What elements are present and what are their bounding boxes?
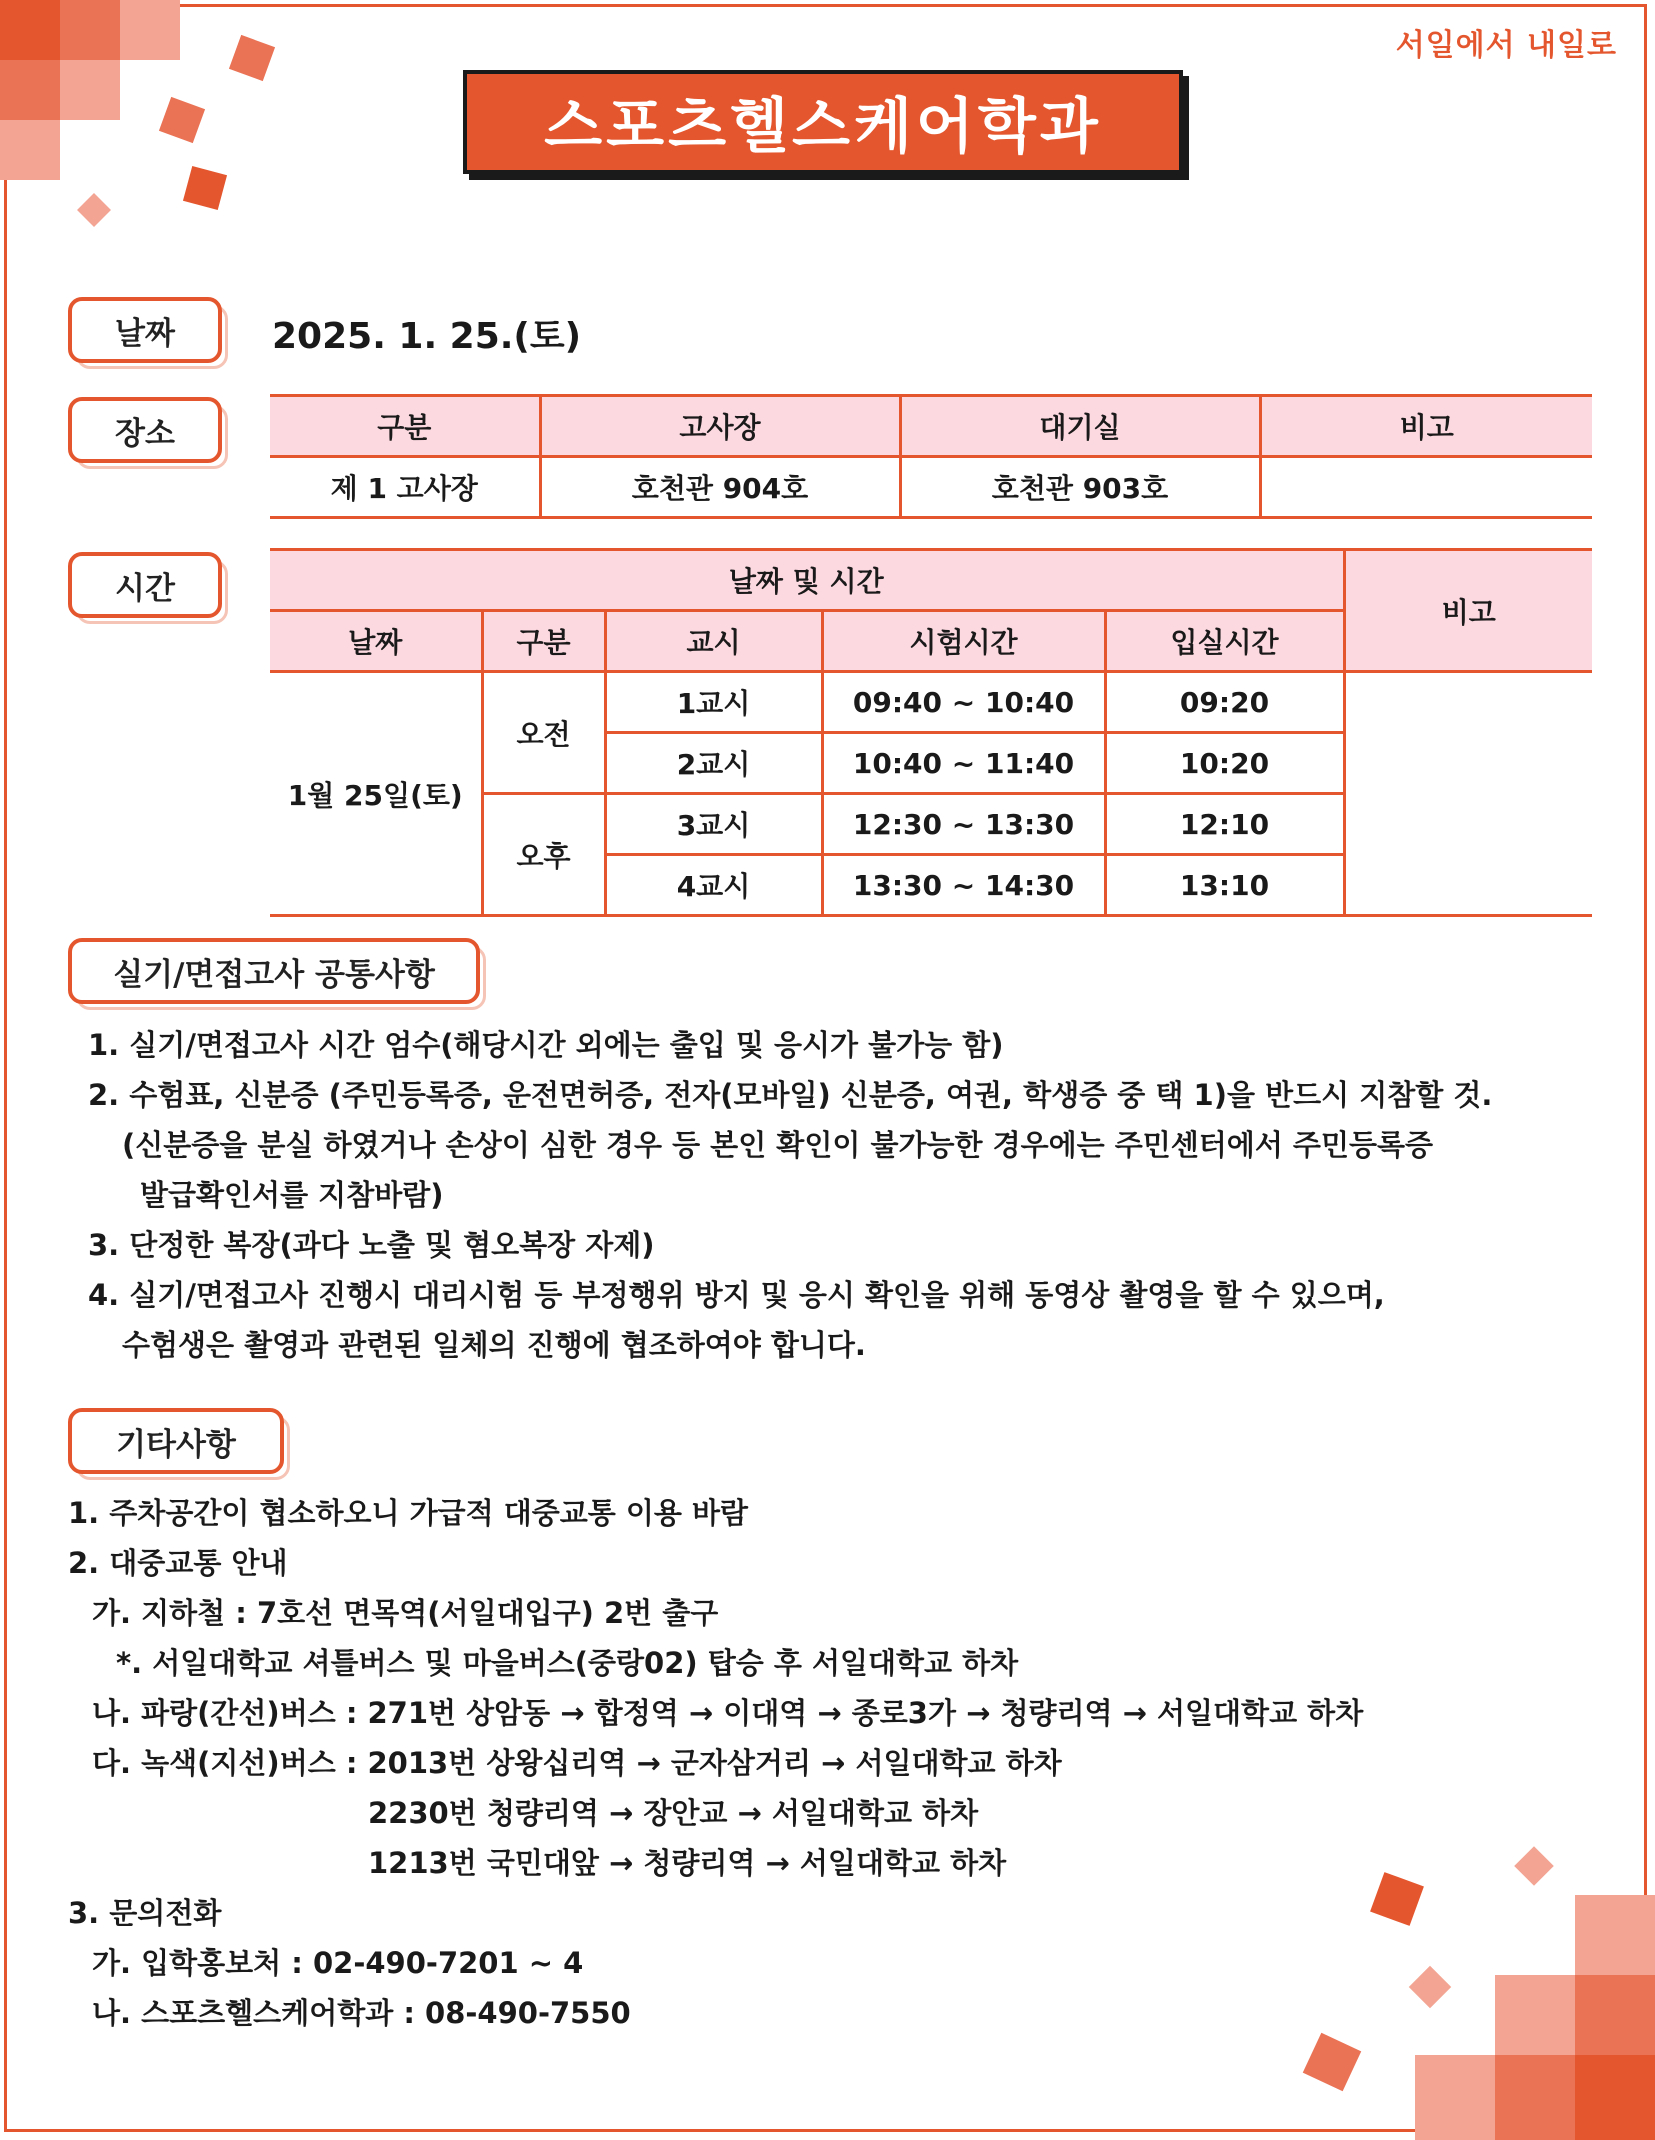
list-item: 나. 스포츠헬스케어학과 : 08-490-7550 bbox=[92, 1996, 631, 2030]
time-cell-exam-time: 13:30 ~ 14:30 bbox=[822, 855, 1105, 916]
time-cell-period: 1교시 bbox=[605, 672, 822, 733]
time-cell-entry-time: 12:10 bbox=[1105, 794, 1344, 855]
list-item: 나. 파랑(간선)버스 : 271번 상암동 → 합정역 → 이대역 → 종로3가 → 청량리역 → 서일대학교 하차 bbox=[92, 1696, 1364, 1730]
time-header-exam-time: 시험시간 bbox=[822, 611, 1105, 672]
time-cell-exam-time: 09:40 ~ 10:40 bbox=[822, 672, 1105, 733]
place-cell-exam-room: 호천관 904호 bbox=[540, 457, 900, 518]
time-cell-exam-time: 10:40 ~ 11:40 bbox=[822, 733, 1105, 794]
time-cell-entry-time: 10:20 bbox=[1105, 733, 1344, 794]
place-table bbox=[270, 394, 1592, 519]
list-item: 2230번 청량리역 → 장안교 → 서일대학교 하차 bbox=[368, 1796, 979, 1830]
list-item: (신분증을 분실 하였거나 손상이 심한 경우 등 본인 확인이 불가능한 경우에는 주민센터에서 주민등록증 bbox=[122, 1128, 1433, 1162]
list-item: 발급확인서를 지참바람) bbox=[140, 1178, 444, 1212]
label-date: 날짜 bbox=[68, 297, 222, 363]
page-title: 스포츠헬스케어학과 bbox=[544, 92, 1102, 162]
list-item: 3. 단정한 복장(과다 노출 및 혐오복장 자제) bbox=[88, 1228, 655, 1262]
college-logo: 서일에서 내일로 bbox=[1395, 28, 1617, 63]
time-cell-exam-time: 12:30 ~ 13:30 bbox=[822, 794, 1105, 855]
place-cell-waiting-room: 호천관 903호 bbox=[900, 457, 1260, 518]
list-item: 1. 실기/면접고사 시간 엄수(해당시간 외에는 출입 및 응시가 불가능 함) bbox=[88, 1028, 1004, 1062]
place-header-division: 구분 bbox=[270, 396, 540, 457]
time-cell-entry-time: 09:20 bbox=[1105, 672, 1344, 733]
time-cell-am: 오전 bbox=[482, 672, 605, 794]
place-header-note: 비고 bbox=[1260, 396, 1592, 457]
time-note-header: 비고 bbox=[1344, 550, 1592, 672]
time-cell-pm: 오후 bbox=[482, 794, 605, 916]
list-item: 가. 입학홍보처 : 02-490-7201 ~ 4 bbox=[92, 1946, 584, 1980]
time-cell-entry-time: 13:10 bbox=[1105, 855, 1344, 916]
time-header-period: 교시 bbox=[605, 611, 822, 672]
label-common: 실기/면접고사 공통사항 bbox=[68, 938, 480, 1004]
list-item: 4. 실기/면접고사 진행시 대리시험 등 부정행위 방지 및 응시 확인을 위해 동영상 촬영을 할 수 있으며, bbox=[88, 1278, 1385, 1312]
place-cell-division: 제 1 고사장 bbox=[270, 457, 540, 518]
time-group-header: 날짜 및 시간 bbox=[270, 550, 1344, 611]
time-header-date: 날짜 bbox=[270, 611, 482, 672]
time-cell-period: 3교시 bbox=[605, 794, 822, 855]
place-header-waiting-room: 대기실 bbox=[900, 396, 1260, 457]
list-item: 1. 주차공간이 협소하오니 가급적 대중교통 이용 바람 bbox=[68, 1496, 749, 1530]
etc-list bbox=[68, 1488, 1363, 2038]
time-table bbox=[270, 548, 1592, 917]
list-item: 다. 녹색(지선)버스 : 2013번 상왕십리역 → 군자삼거리 → 서일대학교 하차 bbox=[92, 1746, 1062, 1780]
label-time: 시간 bbox=[68, 552, 222, 618]
label-etc: 기타사항 bbox=[68, 1408, 284, 1474]
list-item: 1213번 국민대앞 → 청량리역 → 서일대학교 하차 bbox=[368, 1846, 1007, 1880]
time-cell-note bbox=[1344, 672, 1592, 916]
place-cell-note bbox=[1260, 457, 1592, 518]
label-place: 장소 bbox=[68, 397, 222, 463]
time-cell-period: 2교시 bbox=[605, 733, 822, 794]
time-cell-period: 4교시 bbox=[605, 855, 822, 916]
time-cell-date: 1월 25일(토) bbox=[270, 672, 482, 916]
list-item: 2. 수험표, 신분증 (주민등록증, 운전면허증, 전자(모바일) 신분증, 여권, 학생증 중 택 1)을 반드시 지참할 것. bbox=[88, 1078, 1493, 1112]
time-header-entry-time: 입실시간 bbox=[1105, 611, 1344, 672]
list-item: 가. 지하철 : 7호선 면목역(서일대입구) 2번 출구 bbox=[92, 1596, 719, 1630]
place-header-exam-room: 고사장 bbox=[540, 396, 900, 457]
common-list bbox=[88, 1020, 1492, 1370]
list-item: 2. 대중교통 안내 bbox=[68, 1546, 288, 1580]
list-item: 수험생은 촬영과 관련된 일체의 진행에 협조하여야 합니다. bbox=[122, 1328, 866, 1362]
list-item: 3. 문의전화 bbox=[68, 1896, 222, 1930]
exam-date: 2025. 1. 25.(토) bbox=[272, 316, 582, 357]
list-item: *. 서일대학교 셔틀버스 및 마을버스(중랑02) 탑승 후 서일대학교 하차 bbox=[116, 1646, 1019, 1680]
title-banner bbox=[463, 70, 1191, 182]
time-header-division: 구분 bbox=[482, 611, 605, 672]
